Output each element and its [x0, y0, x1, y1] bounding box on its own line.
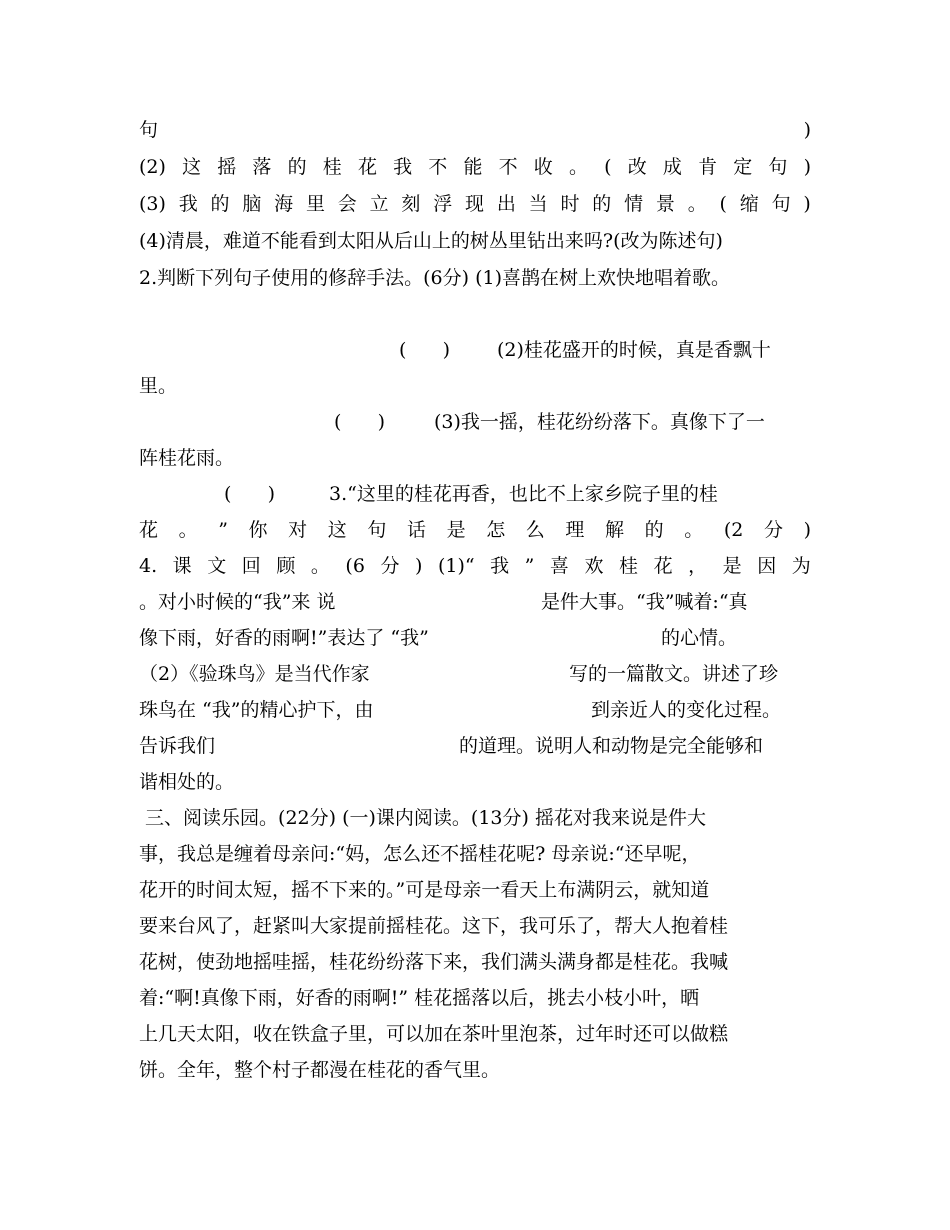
line-3-token: 当 [528, 193, 548, 215]
line-2-token: 肯 [698, 156, 718, 178]
line-1-right: ) [803, 119, 811, 141]
line-12-token: 4. [139, 555, 158, 577]
line-11-token: 对 [288, 519, 308, 541]
line-11-token: 花 [139, 519, 159, 541]
line-2-token: 改 [627, 156, 647, 178]
line-11-token: 么 [525, 519, 545, 541]
line-11-token: ” [218, 519, 228, 541]
line-3-token: 里 [305, 193, 325, 215]
line-4: (4)清晨，难道不能看到太阳从后山上的树丛里钻出来吗?(改为陈述句) [139, 230, 723, 252]
passage-line-5: 花树，使劲地摇哇摇，桂花纷纷落下来，我们满头满身都是桂花。我喊 [139, 951, 729, 973]
line-3-token: 缩 [739, 193, 759, 215]
line-12-token: 是 [722, 555, 742, 577]
line-12-token: ) [415, 555, 423, 577]
line-12-token: 喜 [549, 555, 569, 577]
line-2-token: 收 [533, 156, 553, 178]
line-2 [139, 155, 811, 179]
line-2-token: 不 [498, 156, 518, 178]
answer-blank-2: ( ) [334, 411, 386, 433]
line-2-token: 能 [463, 156, 483, 178]
line-14a: 像下雨，好香的雨啊!”表达了 “我” [139, 627, 429, 649]
line-3-token: 景 [655, 193, 675, 215]
line-12-token: ” [524, 555, 535, 577]
line-3-token: 的 [210, 193, 230, 215]
line-17b: 的道理。说明人和动物是完全能够和 [459, 735, 764, 757]
line-11-token: 怎 [486, 519, 506, 541]
line-8 [139, 410, 811, 434]
line-3-token: ) [803, 193, 811, 215]
line-3 [139, 192, 811, 216]
line-3-token: 海 [274, 193, 294, 215]
passage-line-3: 花开的时间太短，摇不下来的。”可是母亲一看天上布满阴云，就知道 [139, 879, 710, 901]
line-1-left: 句 [139, 119, 159, 141]
line-3-token: 情 [624, 193, 644, 215]
line-2-token: 我 [393, 156, 413, 178]
line-12 [139, 554, 811, 578]
line-15 [139, 662, 811, 686]
line-12-token: 欢 [584, 555, 604, 577]
line-16 [139, 698, 811, 722]
line-12-token: ， [688, 555, 708, 577]
line-12-token: 文 [207, 555, 227, 577]
line-3-token: 会 [337, 193, 357, 215]
passage-line-7: 上几天太阳，收在铁盒子里，可以加在茶叶里泡茶，过年时还可以做糕 [139, 1023, 729, 1045]
line-3-token: 立 [369, 193, 389, 215]
line-11 [139, 518, 811, 542]
line-11-token: 是 [446, 519, 466, 541]
passage-line-1: 三、阅读乐园。(22分) (一)课内阅读。(13分) 摇花对我来说是件大 [139, 807, 706, 829]
line-11-token: 的 [644, 519, 664, 541]
line-15b: 写的一篇散文。讲述了珍 [569, 663, 779, 685]
line-3-token: ( [719, 193, 727, 215]
line-13b: 是件大事。“我”喊着:“真 [541, 591, 748, 613]
line-3-token: 。 [687, 193, 707, 215]
line-3-token: 脑 [242, 193, 262, 215]
passage-line-6: 着:“啊!真像下雨，好香的雨啊!” 桂花摇落以后，挑去小枝小叶，晒 [139, 987, 700, 1009]
line-11-token: 这 [327, 519, 347, 541]
line-2-token: ( [604, 156, 612, 178]
line-11-token: 。 [178, 519, 198, 541]
line-3-token: 的 [592, 193, 612, 215]
line-2-token: 的 [287, 156, 307, 178]
line-3-token: 时 [560, 193, 580, 215]
line-3-token: 现 [465, 193, 485, 215]
line-11-token: 话 [406, 519, 426, 541]
line-13 [139, 590, 811, 614]
line-3-token: 我 [178, 193, 198, 215]
line-12-token: 我 [490, 555, 510, 577]
line-2-token: 落 [252, 156, 272, 178]
passage-line-8: 饼。全年，整个村子都漫在桂花的香气里。 [139, 1059, 501, 1081]
line-2-token: 句 [768, 156, 788, 178]
line-17 [139, 734, 811, 758]
line-5: 2.判断下列句子使用的修辞手法。(6分) (1)喜鹊在树上欢快地唱着歌。 [139, 267, 730, 289]
line-3-token: 句 [771, 193, 791, 215]
line-1 [139, 118, 811, 142]
passage-line-2: 事，我总是缠着母亲问:“妈，怎么还不摇桂花呢? 母亲说:“还早呢， [139, 843, 701, 865]
line-8-text: (3)我一摇，桂花纷纷落下。真像下了一 [434, 411, 765, 433]
line-14 [139, 626, 811, 650]
line-12-token: 桂 [619, 555, 639, 577]
line-7: 里。 [139, 375, 178, 397]
line-11-token: (2 [723, 519, 744, 541]
line-2-token: 成 [662, 156, 682, 178]
line-2-token: 桂 [322, 156, 342, 178]
line-10 [139, 482, 811, 506]
line-11-token: 理 [565, 519, 585, 541]
line-12-token: 分 [380, 555, 400, 577]
line-6 [139, 338, 811, 362]
line-2-token: 这 [182, 156, 202, 178]
line-2-token: 定 [733, 156, 753, 178]
answer-blank-1: ( ) [399, 339, 451, 361]
line-11-token: 解 [605, 519, 625, 541]
line-11-token: 分 [763, 519, 783, 541]
line-12-token: 。 [310, 555, 330, 577]
line-17a: 告诉我们 [139, 735, 216, 757]
line-2-token: ) [803, 156, 811, 178]
line-18: 谐相处的。 [139, 771, 235, 793]
line-3-token: (3) [139, 193, 166, 215]
line-3-token: 出 [496, 193, 516, 215]
line-11-token: ) [803, 519, 811, 541]
line-2-token: 花 [357, 156, 377, 178]
line-2-token: 摇 [217, 156, 237, 178]
line-13a: 。对小时候的“我”来 说 [139, 591, 336, 613]
line-12-token: (1)“ [437, 555, 475, 577]
line-12-token: 因 [757, 555, 777, 577]
line-16a: 珠鸟在 “我”的精心护下，由 [139, 699, 374, 721]
line-12-token: 回 [241, 555, 261, 577]
line-14b: 的心情。 [661, 627, 738, 649]
line-2-token: 不 [428, 156, 448, 178]
line-12-token: 课 [172, 555, 192, 577]
line-12-token: 为 [791, 555, 811, 577]
line-11-token: 句 [367, 519, 387, 541]
line-15a: （2）《验珠鸟》是当代作家 [139, 663, 370, 685]
line-11-token: 你 [248, 519, 268, 541]
answer-blank-3: ( ) [224, 483, 276, 505]
line-16b: 到亲近人的变化过程。 [591, 699, 782, 721]
line-3-token: 刻 [401, 193, 421, 215]
line-2-token: 。 [568, 156, 588, 178]
line-12-token: (6 [345, 555, 365, 577]
line-11-token: 。 [684, 519, 704, 541]
line-6-text: (2)桂花盛开的时候，真是香飘十 [497, 339, 771, 361]
line-9: 阵桂花雨。 [139, 447, 235, 469]
line-2-token: (2) [139, 156, 166, 178]
line-10-text: 3.“这里的桂花再香，也比不上家乡院子里的桂 [329, 483, 718, 505]
passage-line-4: 要来台风了，赶紧叫大家提前摇桂花。这下，我可乐了，帮大人抱着桂 [139, 915, 729, 937]
line-12-token: 顾 [276, 555, 296, 577]
line-12-token: 花 [653, 555, 673, 577]
line-3-token: 浮 [433, 193, 453, 215]
